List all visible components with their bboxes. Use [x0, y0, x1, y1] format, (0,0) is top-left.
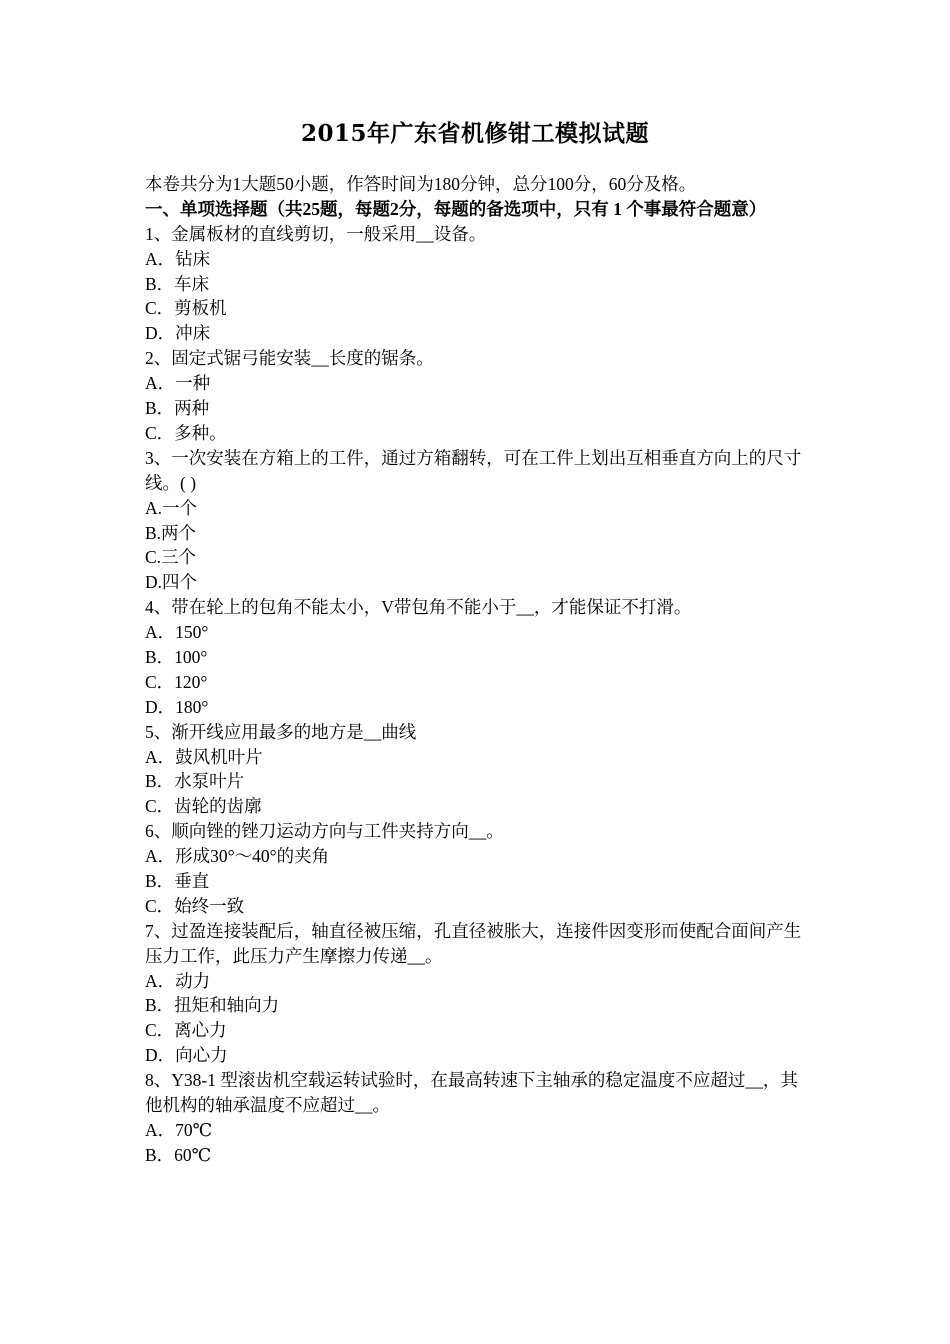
- document-title: 2015年广东省机修钳工模拟试题: [300, 120, 649, 147]
- answer-option: A．150°: [145, 622, 209, 643]
- question-text: 1、金属板材的直线剪切，一般采用__设备。: [145, 223, 487, 244]
- question-6: [145, 819, 810, 919]
- answer-option: C．120°: [145, 671, 208, 692]
- question-text: 5、渐开线应用最多的地方是__曲线: [145, 721, 417, 742]
- answer-option: B．扭矩和轴向力: [145, 995, 280, 1016]
- answer-option: B．100°: [145, 646, 208, 667]
- answer-option: A．一种: [145, 373, 211, 394]
- answer-option: D．180°: [145, 696, 209, 717]
- question-text: 2、固定式锯弓能安装__长度的锯条。: [145, 348, 434, 369]
- answer-option: C．齿轮的齿廓: [145, 796, 262, 817]
- document-body: [145, 172, 810, 1168]
- answer-option: A．钻床: [145, 248, 211, 269]
- question-8: [145, 1068, 810, 1168]
- answer-option: C．离心力: [145, 1020, 227, 1041]
- answer-option: B．两种: [145, 398, 210, 419]
- answer-option: B.两个: [145, 522, 197, 543]
- exam-intro: 本卷共分为1大题50小题，作答时间为180分钟，总分100分，60分及格。: [145, 174, 697, 194]
- question-4: [145, 595, 810, 719]
- answer-option: A.一个: [145, 497, 198, 518]
- answer-option: D．向心力: [145, 1045, 228, 1066]
- answer-option: A．形成30°～40°的夹角: [145, 846, 330, 867]
- question-7: [145, 919, 810, 1068]
- answer-option: A．动力: [145, 970, 211, 991]
- question-5: [145, 720, 810, 820]
- answer-option: B．车床: [145, 273, 210, 294]
- answer-option: C．剪板机: [145, 298, 227, 319]
- question-text: 7、过盈连接装配后，轴直径被压缩，孔直径被胀大，连接件因变形而使配合面间产生压力工作，此压力产生摩擦力传递__。: [145, 920, 802, 966]
- question-1: [145, 222, 810, 346]
- question-3: [145, 446, 810, 595]
- answer-option: A．鼓风机叶片: [145, 746, 263, 767]
- answer-option: B．60℃: [145, 1144, 212, 1165]
- answer-option: D．冲床: [145, 323, 211, 344]
- question-text: 4、带在轮上的包角不能太小，V带包角不能小于__，才能保证不打滑。: [145, 597, 692, 618]
- answer-option: C．始终一致: [145, 895, 245, 916]
- question-text: 3、一次安装在方箱上的工件，通过方箱翻转，可在工件上划出互相垂直方向上的尺寸线。( ): [145, 447, 802, 493]
- answer-option: A．70℃: [145, 1119, 213, 1140]
- question-2: [145, 346, 810, 446]
- answer-option: B．水泵叶片: [145, 771, 245, 792]
- answer-option: C.三个: [145, 547, 197, 568]
- section-heading: 一、单项选择题（共25题，每题2分，每题的备选项中，只有 1 个事最符合题意）: [145, 198, 767, 219]
- answer-option: B．垂直: [145, 870, 210, 891]
- answer-option: C．多种。: [145, 422, 227, 443]
- question-text: 6、顺向锉的锉刀运动方向与工件夹持方向__。: [145, 821, 504, 842]
- question-text: 8、Y38-1 型滚齿机空载运转试验时，在最高转速下主轴承的稳定温度不应超过__，其他机构的轴承温度不应超过__。: [145, 1070, 798, 1116]
- answer-option: D.四个: [145, 572, 198, 593]
